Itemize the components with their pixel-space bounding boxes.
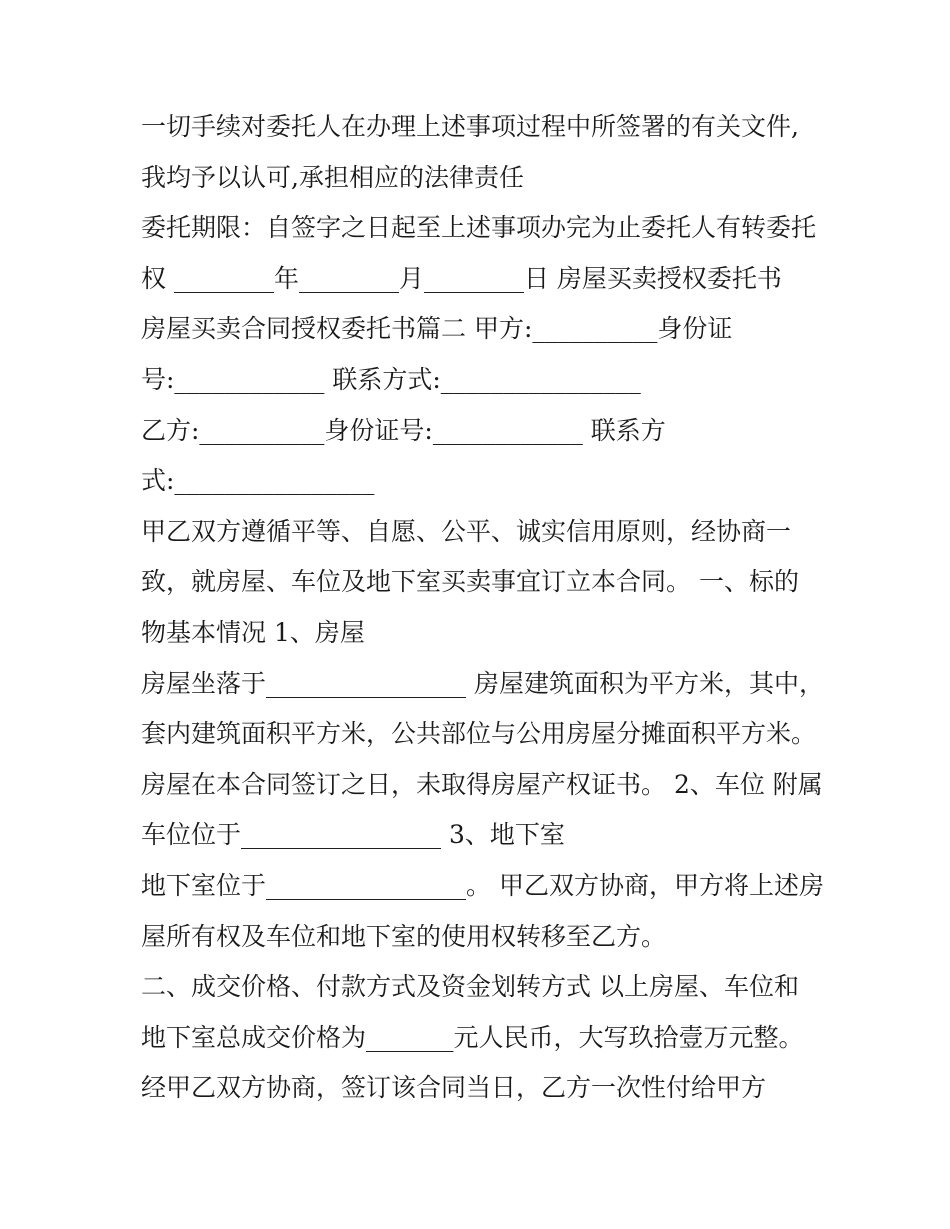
text-line: 乙方:__________身份证号:____________ 联系方 (141, 415, 666, 445)
text-line: 号:____________ 联系方式:________________ (141, 364, 641, 394)
text-line: 物基本情况 1、房屋 (141, 617, 365, 647)
text-line: 二、成交价格、付款方式及资金划转方式 以上房屋、车位和 (141, 972, 799, 1002)
text-line: 套内建筑面积平方米，公共部位与公用房屋分摊面积平方米。 (141, 719, 817, 749)
text-line: 房屋坐落于________________ 房屋建筑面积为平方米，其中， (141, 668, 824, 698)
text-line: 我均予以认可,承担相应的法律责任 (141, 162, 524, 192)
text-line: 地下室位于________________。 甲乙双方协商，甲方将上述房 (141, 870, 824, 900)
document-body (141, 102, 841, 1114)
text-line: 权 ________年________月________日 房屋买卖授权委托书 (141, 263, 782, 293)
text-line: 房屋买卖合同授权委托书篇二 甲方:__________身份证 (141, 314, 733, 344)
text-line: 委托期限：自签字之日起至上述事项办完为止委托人有转委托 (141, 213, 817, 243)
text-line: 式:________________ (141, 466, 375, 496)
text-line: 致，就房屋、车位及地下室买卖事宜订立本合同。 一、标的 (141, 567, 799, 597)
text-line: 地下室总成交价格为_______元人民币，大写玖拾壹万元整。 (141, 1022, 804, 1052)
text-line: 甲乙双方遵循平等、自愿、公平、诚实信用原则，经协商一 (141, 516, 792, 546)
text-line: 一切手续对委托人在办理上述事项过程中所签署的有关文件, (141, 112, 799, 141)
text-line: 车位位于________________ 3、地下室 (141, 820, 565, 850)
text-line: 经甲乙双方协商，签订该合同当日，乙方一次性付给甲方 (141, 1073, 767, 1103)
text-line: 房屋在本合同签订之日，未取得房屋产权证书。 2、车位 附属 (141, 769, 823, 799)
text-line: 屋所有权及车位和地下室的使用权转移至乙方。 (141, 921, 667, 951)
